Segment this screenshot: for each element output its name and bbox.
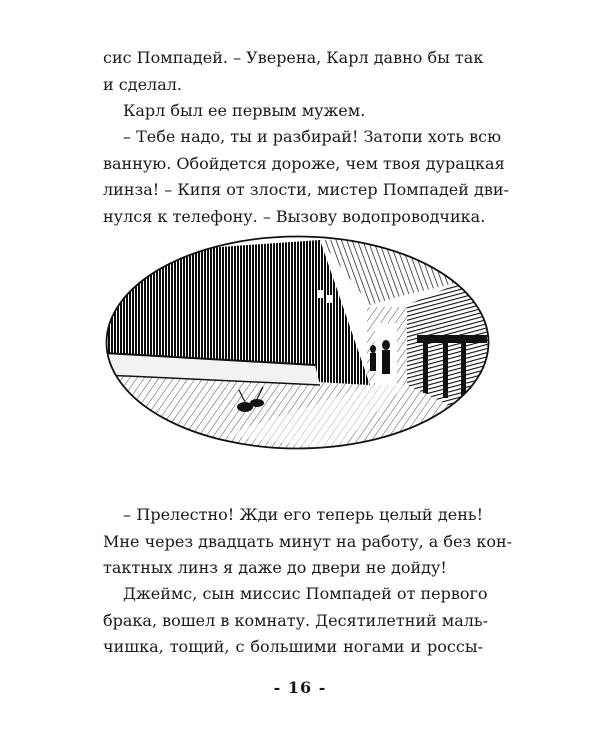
text-line: ванную. Обойдется дороже, чем твоя дурацкая xyxy=(103,153,505,173)
text-line: Мне через двадцать минут на работу, а без кон- xyxy=(103,531,513,551)
paragraph-5 xyxy=(103,581,489,661)
text-line: и сделал. xyxy=(103,74,182,94)
text-line: Джеймс, сын миссис Помпадей от первого xyxy=(123,584,488,603)
text-line: сис Помпадей. – Уверена, Карл давно бы так xyxy=(103,48,484,67)
text-line: Карл был ее первым мужем. xyxy=(123,101,366,120)
paragraph-1 xyxy=(103,45,483,98)
text-line: – Тебе надо, ты и разбирай! Затопи хоть всю xyxy=(123,127,502,146)
text-line: чишка, тощий, с большими ногами и россы- xyxy=(103,637,483,656)
paragraph-4 xyxy=(103,502,513,582)
page-number: - 16 - xyxy=(273,678,327,697)
text-line: линза! – Кипя от злости, мистер Помпадей дви- xyxy=(103,180,509,199)
paragraph-3 xyxy=(103,124,509,230)
hallway-illustration xyxy=(105,235,490,450)
text-line: нулся к телефону. – Вызову водопроводчика. xyxy=(103,206,486,226)
paragraph-2 xyxy=(103,98,483,125)
text-line: тактных линз я даже до двери не дойду! xyxy=(103,558,447,577)
text-line: – Прелестно! Жди его теперь целый день! xyxy=(123,505,483,524)
text-line: брака, вошел в комнату. Десятилетний маль- xyxy=(103,610,489,630)
